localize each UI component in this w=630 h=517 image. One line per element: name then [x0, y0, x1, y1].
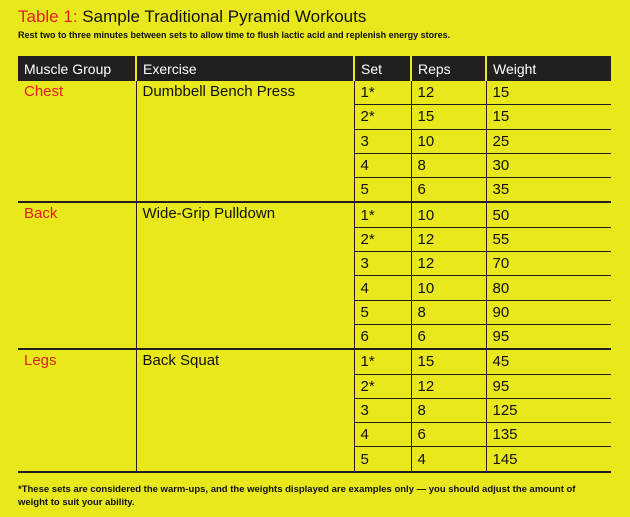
reps-cell: 15 — [411, 349, 486, 374]
set-cell: 1* — [354, 202, 411, 227]
reps-cell: 8 — [411, 398, 486, 422]
reps-cell: 10 — [411, 129, 486, 153]
header-weight: Weight — [486, 56, 611, 81]
set-cell: 5 — [354, 447, 411, 472]
exercise-cell: Wide-Grip Pulldown — [136, 202, 354, 349]
set-cell: 1* — [354, 349, 411, 374]
set-cell: 3 — [354, 129, 411, 153]
weight-cell: 145 — [486, 447, 611, 472]
set-cell: 6 — [354, 324, 411, 349]
weight-cell: 30 — [486, 153, 611, 177]
header-set: Set — [354, 56, 411, 81]
reps-cell: 6 — [411, 178, 486, 203]
header-muscle-group: Muscle Group — [18, 56, 136, 81]
reps-cell: 8 — [411, 153, 486, 177]
set-cell: 1* — [354, 81, 411, 105]
weight-cell: 50 — [486, 202, 611, 227]
set-cell: 2* — [354, 227, 411, 251]
weight-cell: 135 — [486, 423, 611, 447]
table-row — [18, 81, 611, 105]
table-subtitle: Rest two to three minutes between sets to allow time to flush lactic acid and replenish energy stores. — [18, 30, 451, 40]
set-cell: 3 — [354, 398, 411, 422]
reps-cell: 6 — [411, 423, 486, 447]
weight-cell: 55 — [486, 227, 611, 251]
exercise-cell: Dumbbell Bench Press — [136, 81, 354, 202]
set-cell: 2* — [354, 105, 411, 129]
muscle-group-cell: Legs — [18, 349, 136, 471]
weight-cell: 95 — [486, 374, 611, 398]
footnote: *These sets are considered the warm-ups, and the weights displayed are examples only — you should adjust the amount of weight to suit your ability. — [18, 484, 576, 508]
weight-cell: 15 — [486, 81, 611, 105]
weight-cell: 95 — [486, 324, 611, 349]
workout-table — [18, 56, 611, 473]
weight-cell: 80 — [486, 276, 611, 300]
reps-cell: 12 — [411, 374, 486, 398]
table-row — [18, 349, 611, 374]
reps-cell: 4 — [411, 447, 486, 472]
reps-cell: 12 — [411, 252, 486, 276]
set-cell: 4 — [354, 276, 411, 300]
set-cell: 4 — [354, 153, 411, 177]
weight-cell: 35 — [486, 178, 611, 203]
muscle-group-cell: Chest — [18, 81, 136, 202]
set-cell: 5 — [354, 300, 411, 324]
weight-cell: 25 — [486, 129, 611, 153]
reps-cell: 6 — [411, 324, 486, 349]
header-exercise: Exercise — [136, 56, 354, 81]
weight-cell: 90 — [486, 300, 611, 324]
table-heading: Sample Traditional Pyramid Workouts — [82, 7, 367, 26]
table-row — [18, 202, 611, 227]
reps-cell: 8 — [411, 300, 486, 324]
reps-cell: 12 — [411, 227, 486, 251]
weight-cell: 15 — [486, 105, 611, 129]
weight-cell: 125 — [486, 398, 611, 422]
reps-cell: 10 — [411, 202, 486, 227]
reps-cell: 12 — [411, 81, 486, 105]
weight-cell: 45 — [486, 349, 611, 374]
muscle-group-cell: Back — [18, 202, 136, 349]
exercise-cell: Back Squat — [136, 349, 354, 471]
set-cell: 3 — [354, 252, 411, 276]
set-cell: 4 — [354, 423, 411, 447]
table-body — [18, 81, 611, 472]
table-title — [18, 7, 366, 27]
reps-cell: 15 — [411, 105, 486, 129]
table-number: Table 1: — [18, 7, 78, 26]
reps-cell: 10 — [411, 276, 486, 300]
weight-cell: 70 — [486, 252, 611, 276]
set-cell: 5 — [354, 178, 411, 203]
table-header-row — [18, 56, 611, 81]
header-reps: Reps — [411, 56, 486, 81]
set-cell: 2* — [354, 374, 411, 398]
